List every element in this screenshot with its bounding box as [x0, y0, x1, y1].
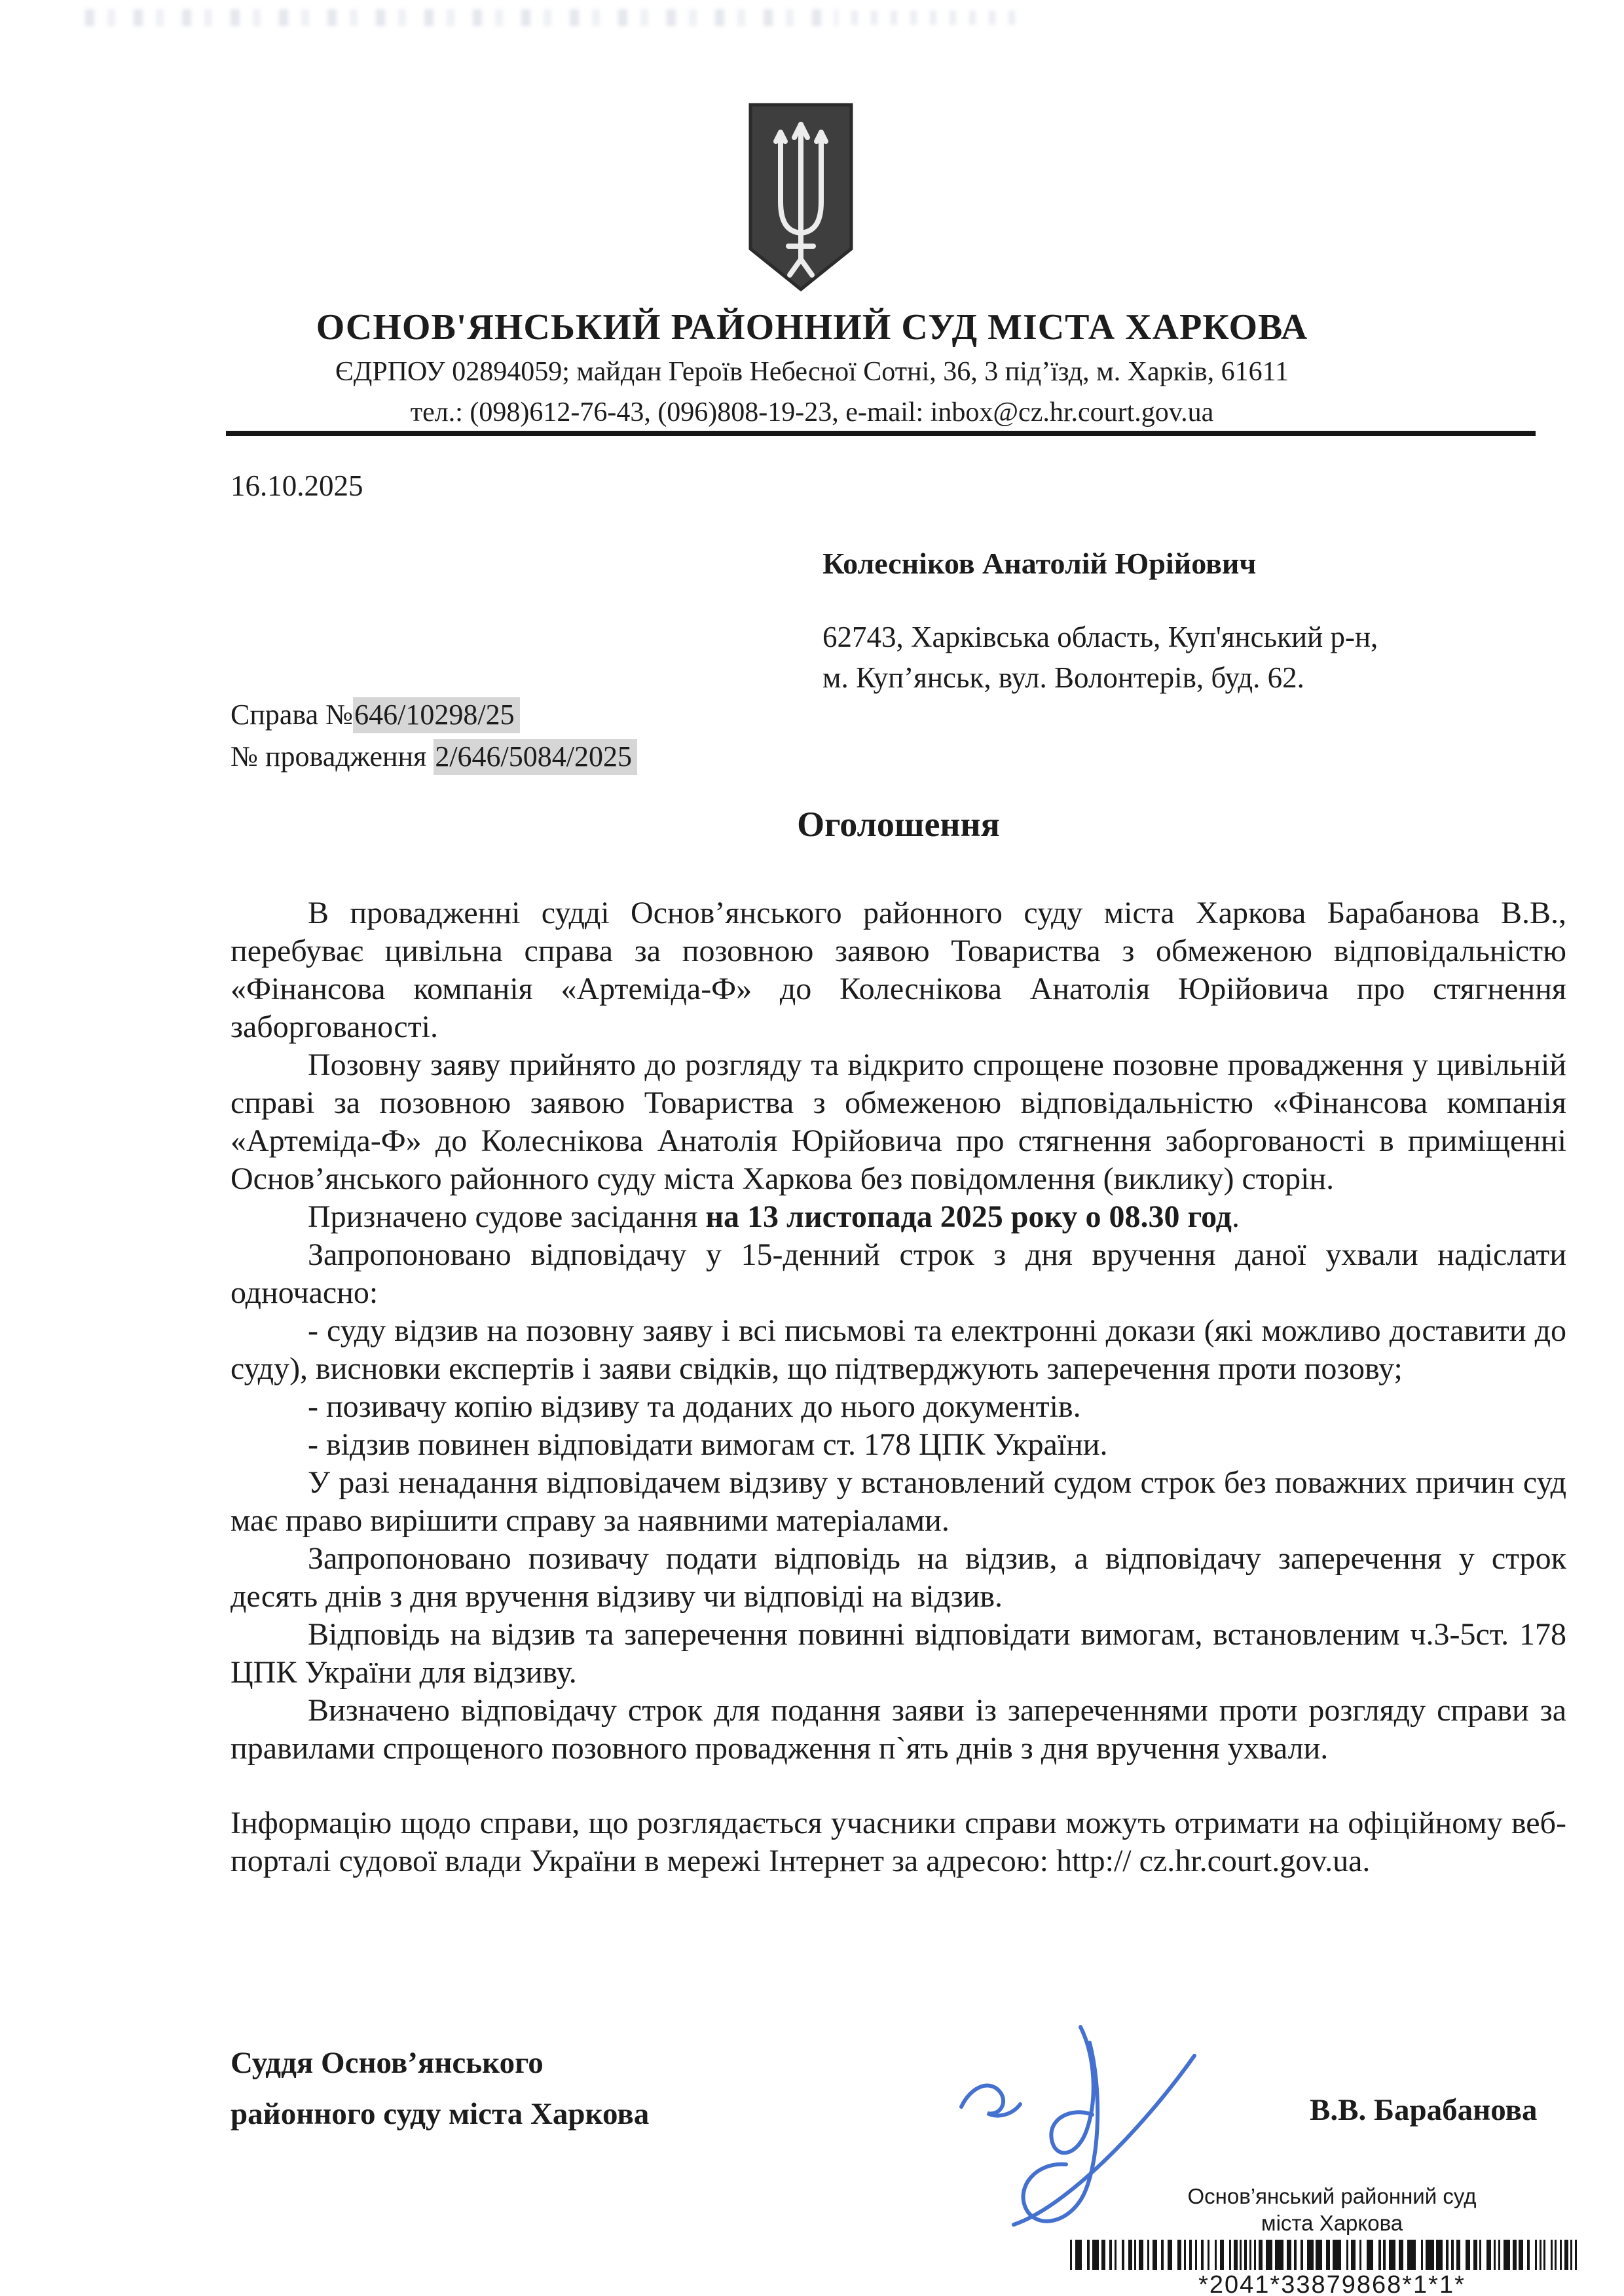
- stamp-court-name: Основ’янський районний суд: [1187, 2184, 1477, 2208]
- document-body: [231, 894, 1566, 1880]
- body-paragraph: - відзив повинен відповідати вимогам ст. 178 ЦПК України.: [308, 1427, 1108, 1462]
- scan-artifact: [851, 10, 1022, 25]
- case-block: [231, 694, 637, 778]
- recipient-block: [822, 543, 1378, 698]
- body-paragraph: Відповідь на відзив та заперечення повинні відповідати вимогам, встановленим ч.3-5ст. 178 ЦПК України для відзиву.: [231, 1617, 1566, 1690]
- header-divider: [226, 431, 1536, 436]
- proceeding-number: 2/646/5084/2025: [434, 739, 637, 775]
- court-contact-line: тел.: (098)612-76-43, (096)808-19-23, e-mail: inbox@cz.hr.court.gov.ua: [410, 397, 1214, 428]
- judge-name: В.В. Барабанова: [1310, 2093, 1538, 2127]
- ukraine-trident-emblem: [747, 102, 855, 293]
- scan-artifact: [85, 9, 838, 26]
- body-paragraph: Призначено судове засідання на 13 листопада 2025 року о 08.30 год.: [308, 1199, 1240, 1234]
- court-address-line: ЄДРПОУ 02894059; майдан Героїв Небесної Сотні, 36, 3 під’їзд, м. Харків, 61611: [335, 357, 1289, 387]
- barcode: [1070, 2240, 1594, 2270]
- document-date: 16.10.2025: [231, 469, 363, 502]
- body-paragraph: Визначено відповідачу строк для подання заяви із запереченнями проти розгляду справи за правилами спрощеного позовного провадження п`ять днів з дня вручення ухвали.: [231, 1693, 1566, 1766]
- body-paragraph: Запропоновано відповідачу у 15-денний строк з дня вручення даної ухвали надіслати одночасно:: [231, 1237, 1566, 1310]
- body-paragraph: В провадженні судді Основ’янського районного суду міста Харкова Барабанова В.В., перебуває цивільна справа за позовною заявою Товариства з обмеженою відповідальністю «Фінансова компанія «Артеміда-Ф» до Колеснікова Анатолія Юрійовича про стягнення заборгованості.: [231, 896, 1566, 1044]
- court-name: ОСНОВ'ЯНСЬКИЙ РАЙОННИЙ СУД МІСТА ХАРКОВА: [316, 307, 1308, 348]
- judge-title-block: [231, 2037, 649, 2140]
- body-paragraph: - суду відзив на позовну заяву і всі письмові та електронні докази (які можливо доставити до суду), висновки експертів і заяви свідків, що підтверджують заперечення проти позову;: [231, 1313, 1566, 1386]
- body-paragraph: У разі ненадання відповідачем відзиву у встановлений судом строк без поважних причин суд має право вирішити справу за наявними матеріалами.: [231, 1465, 1566, 1538]
- case-label: Справа №: [231, 699, 354, 731]
- case-number-line: [231, 694, 637, 736]
- body-paragraph: Позовну заяву прийнято до розгляду та відкрито спрощене позовне провадження у цивільній справі за позовною заявою Товариства з обмеженою відповідальністю «Фінансова компанія «Артеміда-Ф» до Колеснікова Анатолія Юрійовича про стягнення заборгованості в приміщенні Основ’янського районного суду міста Харкова без повідомлення (виклику) сторін.: [231, 1048, 1566, 1196]
- judge-title-line: районного суду міста Харкова: [231, 2097, 650, 2131]
- stamp-court-city: міста Харкова: [1261, 2211, 1403, 2235]
- body-paragraph: Запропоновано позивачу подати відповідь на відзив, а відповідачу заперечення у строк десять днів з дня вручення відзиву чи відповіді на відзив.: [231, 1541, 1566, 1614]
- recipient-address-line: м. Куп’янськ, вул. Волонтерів, буд. 62.: [822, 661, 1304, 694]
- judge-title-line: Суддя Основ’янського: [231, 2046, 544, 2080]
- recipient-name: Колесніков Анатолій Юрійович: [822, 547, 1257, 580]
- proceeding-label: № провадження: [231, 740, 434, 773]
- proceeding-number-line: [231, 736, 637, 778]
- trident-shield-icon: [747, 102, 855, 293]
- barcode-text: *2041*33879868*1*1*: [1198, 2271, 1466, 2296]
- body-paragraph: Інформацію щодо справи, що розглядається учасники справи можуть отримати на офіційному веб-порталі судової влади України в мережі Інтернет за адресою: http:// cz.hr.court.gov.ua.: [231, 1806, 1566, 1878]
- court-stamp-block: [1070, 2183, 1594, 2296]
- recipient-address-line: 62743, Харківська область, Куп'янський р-н,: [822, 621, 1378, 653]
- document-title: Оголошення: [797, 805, 1000, 844]
- case-number: 646/10298/25: [353, 697, 519, 733]
- body-paragraph: - позивачу копію відзиву та доданих до нього документів.: [308, 1389, 1081, 1424]
